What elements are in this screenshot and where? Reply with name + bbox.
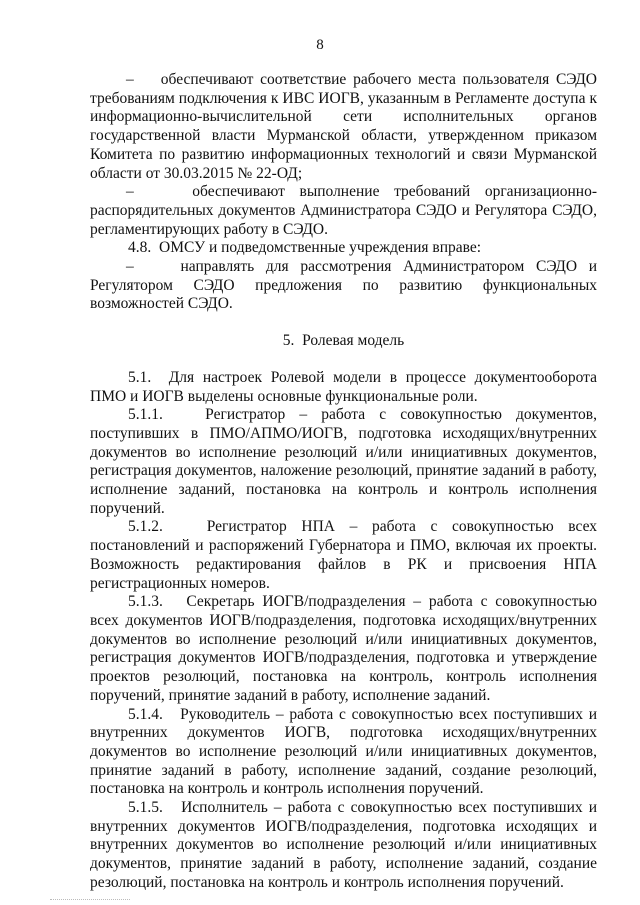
- section-item-5-1-1: 5.1.1. Регистратор – работа с совокупностью документов, поступивших в ПМО/АПМО/ИОГВ, подготовка исходящих/внутренних документов во исполнение резолюций и/или инициативных документов, регистрация документов, наложение резолюций, принятие заданий в работу, исполнение заданий, постановка на контроль и контроль исполнения поручений.: [90, 406, 597, 517]
- section-heading: 5. Ролевая модель: [282, 332, 405, 350]
- paragraph-4-8: 4.8. ОМСУ и подведомственные учреждения вправе:: [128, 239, 482, 257]
- paragraph-dash-3: – направлять для рассмотрения Администратором СЭДО и Регулятором СЭДО предложения по развитию функциональных возможностей СЭДО.: [90, 258, 597, 313]
- section-item-5-1-4: 5.1.4. Руководитель – работа с совокупностью всех поступивших и внутренних документов ИОГВ, подготовка исходящих/внутренних документов во исполнение резолюций и/или инициативных документов, принятие заданий в работу, исполнение заданий, создание резолюций, постановка на контроль и контроль исполнения поручений.: [90, 705, 597, 798]
- scan-artifact: [50, 899, 130, 903]
- section-item-5-1-2: 5.1.2. Регистратор НПА – работа с совокупностью всех постановлений и распоряжений Губернатора и ПМО, включая их проекты. Возможность редактирования файлов в РК и присвоения НПА регистрационных номеров.: [90, 518, 597, 592]
- page-number: 8: [316, 37, 324, 53]
- document-body: [90, 71, 597, 893]
- paragraph-dash-1: – обеспечивают соответствие рабочего места пользователя СЭДО требованиям подключения к ИВС ИОГВ, указанным в Регламенте доступа к информационно-вычислительной сети исполнительных органов государственной власти Мурманской области, утвержденном приказом Комитета по развитию информационных технологий и связи Мурманской области от 30.03.2015 № 22-ОД;: [90, 71, 597, 182]
- section-item-5-1: 5.1. Для настроек Ролевой модели в процессе документооборота ПМО и ИОГВ выделены основные функциональные роли.: [90, 368, 597, 405]
- section-item-5-1-3: 5.1.3. Секретарь ИОГВ/подразделения – работа с совокупностью всех документов ИОГВ/подразделения, подготовка исходящих/внутренних документов во исполнение резолюций и/или инициативных документов, регистрация документов ИОГВ/подразделения, подготовка и утверждение проектов резолюций, постановка на контроль, контроль исполнения поручений, принятие заданий в работу, исполнение заданий.: [90, 593, 597, 704]
- paragraph-dash-2: – обеспечивают выполнение требований организационно-распорядительных документов Администратора СЭДО и Регулятора СЭДО, регламентирующих работу в СЭДО.: [90, 183, 597, 238]
- section-item-5-1-5: 5.1.5. Исполнитель – работа с совокупностью всех поступивших и внутренних документов ИОГВ/подразделения, подготовка исходящих и внутренних документов во исполнение резолюций и/или инициативных документов, принятие заданий в работу, исполнение заданий, создание резолюций, постановка на контроль и контроль исполнения поручений.: [90, 799, 597, 891]
